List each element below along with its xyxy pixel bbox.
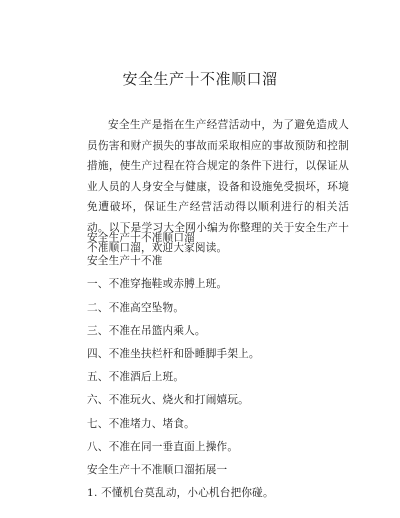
rule-item: 四、不准坐扶栏杆和卧睡脚手架上。 — [87, 347, 260, 360]
line-extension-heading: 安全生产十不准顺口溜拓展一 — [87, 463, 228, 476]
extension-item: 1. 不懂机台莫乱动，小心机台把你碰。 — [87, 487, 274, 500]
rule-item: 六、不准玩火、烧火和打闹嬉玩。 — [87, 394, 249, 407]
line-subheading: 安全生产十不准 — [87, 255, 163, 268]
content-lines — [87, 227, 367, 505]
rule-item: 三、不准在吊篮内乘人。 — [87, 324, 206, 337]
line-heading: 安全生产十不准顺口溜 — [87, 232, 195, 244]
rule-item: 五、不准酒后上班。 — [87, 371, 185, 384]
rule-item: 八、不准在同一垂直面上操作。 — [87, 440, 239, 453]
intro-paragraph: 安全生产是指在生产经营活动中，为了避免造成人员伤害和财产损失的事故而采取相应的事故预防和控制措施，使生产过程在符合规定的条件下进行，以保证从业人员的人身安全与健康，设备和设施免受损坏，环境免遭破坏，保证生产经营活动得以顺利进行的相关活动。以下是学习大全网小编为你整理的关于安全生产十不准顺口溜，欢迎大家阅读。 — [87, 119, 349, 254]
rule-item: 一、不准穿拖鞋或赤膊上班。 — [87, 278, 228, 291]
rule-item: 二、不准高空坠物。 — [87, 301, 185, 314]
rule-item: 七、不准堵力、堵食。 — [87, 417, 195, 430]
document-title: 安全生产十不准顺口溜 — [122, 70, 278, 88]
